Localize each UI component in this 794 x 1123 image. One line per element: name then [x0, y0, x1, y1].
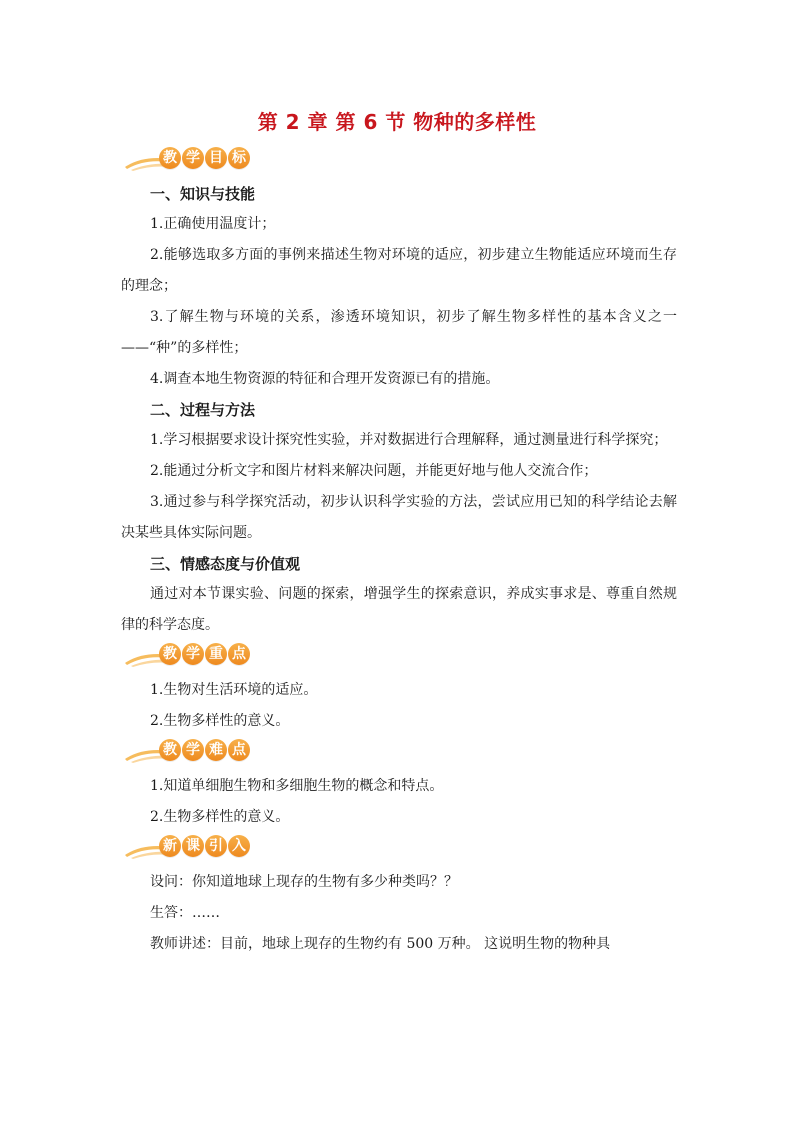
badge-char: 学 — [182, 739, 204, 761]
paragraph: 2.生物多样性的意义。 — [150, 713, 290, 729]
section-heading: 三、情感态度与价值观 — [150, 555, 301, 573]
badge-char: 教 — [159, 739, 181, 761]
section-heading: 一、知识与技能 — [150, 185, 256, 203]
paragraph: 生答：…… — [150, 905, 220, 921]
section-badge-objectives — [153, 147, 293, 173]
paragraph: 1.正确使用温度计； — [150, 216, 276, 232]
badge-char: 难 — [205, 739, 227, 761]
paragraph: 通过对本节课实验、问题的探索，增强学生的探索意识，养成实事求是、尊重自然规律的科学态度。 — [121, 586, 677, 633]
badge-char: 点 — [228, 739, 250, 761]
badge-char: 点 — [228, 643, 250, 665]
paragraph: 1.生物对生活环境的适应。 — [150, 682, 318, 698]
section-badge-key-points — [153, 643, 293, 669]
paragraph: 3.通过参与科学探究活动，初步认识科学实验的方法，尝试应用已知的科学结论去解决某些具体实际问题。 — [121, 494, 677, 541]
badge-char: 学 — [182, 147, 204, 169]
section-heading: 二、过程与方法 — [150, 401, 256, 419]
badge-char: 入 — [228, 835, 250, 857]
paragraph: 2.能够选取多方面的事例来描述生物对环境的适应，初步建立生物能适应环境而生存的理念； — [121, 247, 677, 294]
paragraph: 1.知道单细胞生物和多细胞生物的概念和特点。 — [150, 778, 444, 794]
badge-char: 标 — [228, 147, 250, 169]
badge-char: 新 — [159, 835, 181, 857]
section-badge-intro — [153, 835, 293, 861]
paragraph: 教师讲述：目前，地球上现存的生物约有 500 万种。 这说明生物的物种具 — [150, 936, 611, 952]
paragraph: 2.生物多样性的意义。 — [150, 809, 290, 825]
paragraph: 3.了解生物与环境的关系，渗透环境知识，初步了解生物多样性的基本含义之一——“种”的多样性； — [121, 309, 677, 356]
page-title: 第 2 章 第 6 节 物种的多样性 — [257, 110, 537, 134]
badge-char: 教 — [159, 147, 181, 169]
badge-char: 重 — [205, 643, 227, 665]
paragraph: 2.能通过分析文字和图片材料来解决问题，并能更好地与他人交流合作； — [150, 463, 598, 479]
paragraph: 设问：你知道地球上现存的生物有多少种类吗？？ — [150, 874, 458, 890]
badge-char: 引 — [205, 835, 227, 857]
badge-char: 目 — [205, 147, 227, 169]
paragraph: 4.调查本地生物资源的特征和合理开发资源已有的措施。 — [150, 371, 500, 387]
badge-char: 教 — [159, 643, 181, 665]
badge-char: 课 — [182, 835, 204, 857]
section-badge-difficulties — [153, 739, 293, 765]
document-body — [121, 145, 677, 960]
badge-char: 学 — [182, 643, 204, 665]
paragraph: 1.学习根据要求设计探究性实验，并对数据进行合理解释，通过测量进行科学探究； — [150, 432, 668, 448]
